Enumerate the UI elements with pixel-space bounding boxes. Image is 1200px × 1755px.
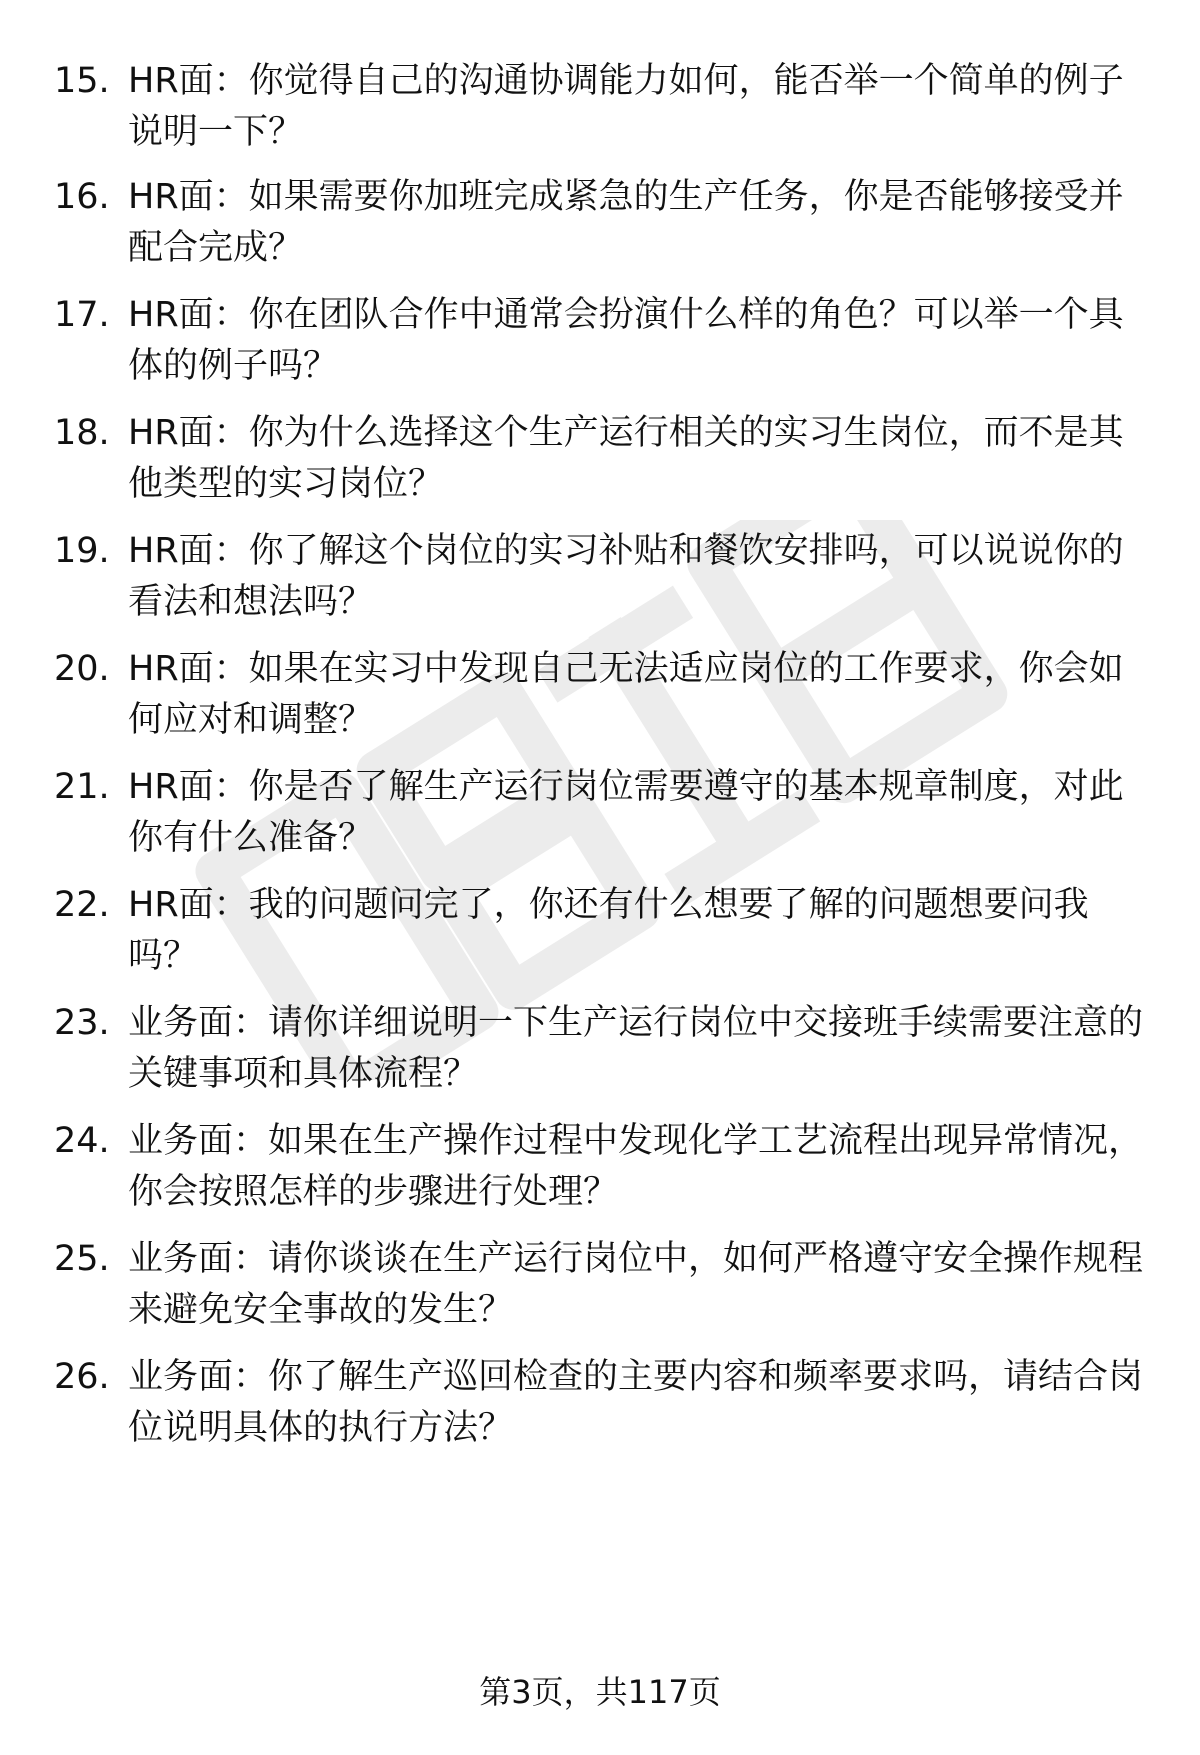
- question-item: [54, 56, 1154, 158]
- question-text: 业务面：如果在生产操作过程中发现化学工艺流程出现异常情况，你会按照怎样的步骤进行处理？: [128, 1121, 1144, 1212]
- question-text: 业务面：请你详细说明一下生产运行岗位中交接班手续需要注意的关键事项和具体流程？: [128, 1003, 1144, 1094]
- question-text: HR面：如果需要你加班完成紧急的生产任务，你是否能够接受并配合完成？: [128, 177, 1124, 268]
- question-item: [54, 1352, 1154, 1454]
- question-item: [54, 1234, 1154, 1336]
- question-item: [54, 1116, 1154, 1218]
- page-number-label: 第3页，共117页: [479, 1673, 721, 1711]
- question-number: 22.: [54, 885, 110, 925]
- question-number: 18.: [54, 413, 110, 453]
- question-number: 21.: [54, 767, 110, 807]
- question-number: 19.: [54, 531, 110, 571]
- question-text: HR面：你在团队合作中通常会扮演什么样的角色？可以举一个具体的例子吗？: [128, 295, 1124, 386]
- question-item: [54, 644, 1154, 746]
- question-text: HR面：你为什么选择这个生产运行相关的实习生岗位，而不是其他类型的实习岗位？: [128, 413, 1124, 504]
- question-number: 26.: [54, 1357, 110, 1397]
- question-text: HR面：你了解这个岗位的实习补贴和餐饮安排吗，可以说说你的看法和想法吗？: [128, 531, 1124, 622]
- question-number: 17.: [54, 295, 110, 335]
- question-number: 23.: [54, 1003, 110, 1043]
- question-item: [54, 172, 1154, 274]
- question-number: 25.: [54, 1239, 110, 1279]
- question-text: HR面：我的问题问完了，你还有什么想要了解的问题想要问我吗？: [128, 885, 1089, 976]
- page-footer: [0, 1670, 1200, 1714]
- question-number: 15.: [54, 61, 110, 101]
- question-item: [54, 408, 1154, 510]
- question-number: 20.: [54, 649, 110, 689]
- question-item: [54, 880, 1154, 982]
- question-text: 业务面：请你谈谈在生产运行岗位中，如何严格遵守安全操作规程来避免安全事故的发生？: [128, 1239, 1144, 1330]
- question-text: HR面：你是否了解生产运行岗位需要遵守的基本规章制度，对此你有什么准备？: [128, 767, 1124, 858]
- question-item: [54, 526, 1154, 628]
- question-item: [54, 998, 1154, 1100]
- question-text: HR面：你觉得自己的沟通协调能力如何，能否举一个简单的例子说明一下？: [128, 61, 1124, 152]
- question-text: HR面：如果在实习中发现自己无法适应岗位的工作要求，你会如何应对和调整？: [128, 649, 1124, 740]
- question-number: 24.: [54, 1121, 110, 1161]
- question-text: 业务面：你了解生产巡回检查的主要内容和频率要求吗，请结合岗位说明具体的执行方法？: [128, 1357, 1144, 1448]
- question-item: [54, 762, 1154, 864]
- question-item: [54, 290, 1154, 392]
- question-number: 16.: [54, 177, 110, 217]
